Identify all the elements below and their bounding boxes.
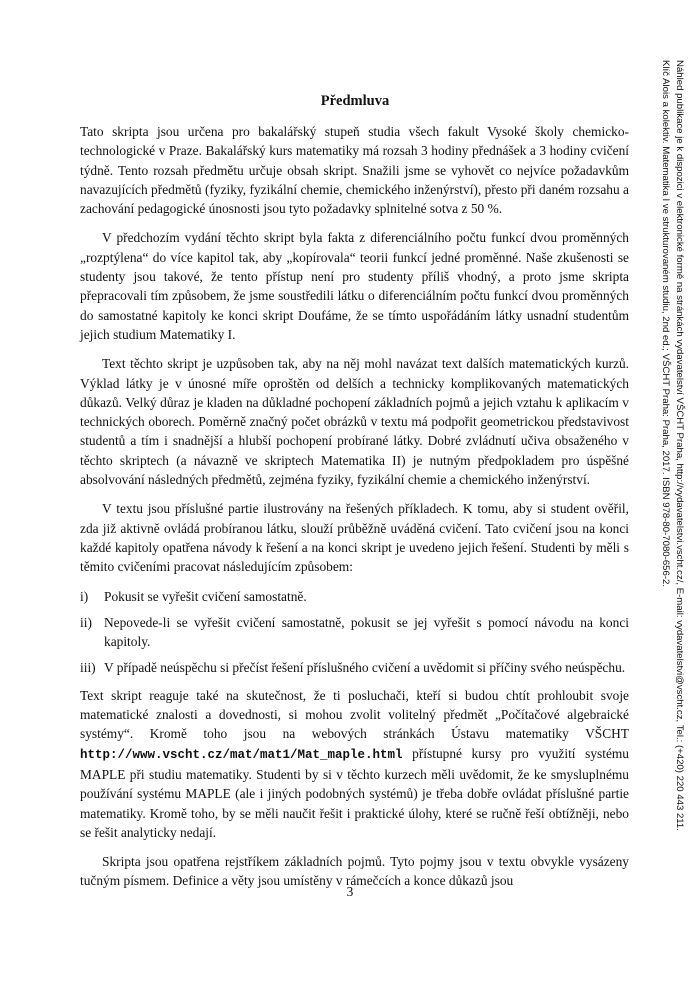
paragraph-text: Text skript reaguje také na skutečnost, že ti posluchači, kteří si budou chtít prohloubit svoje matematické znalosti a dovednosti, si mohou zvolit volitelný předmět „Počítačové algebraické systémy“. Kromě toho jsou na webových stránkách Ústavu matematiky VŠCHT	[80, 687, 629, 742]
list-item-number: ii)	[80, 614, 92, 630]
document-body	[80, 122, 629, 901]
side-notice	[642, 60, 688, 940]
paragraph: Tato skripta jsou určena pro bakalářský stupeň studia všech fakult Vysoké školy chemicko-technologické v Praze. Bakalářský kurs matematiky má rozsah 3 hodiny přednášek a 3 hodiny cvičení týdně. Tento rozsah předmětu určuje obsah skript. Snažili jsme se vyhovět co nejvíce požadavkům navazujících předmětů (fyziky, fyzikální chemie, chemického inženýrství), přesto při daném rozsahu a zachování pedagogické únosnosti jsou tyto požadavky splnitelné sotva z 50 %.	[80, 124, 629, 217]
list-item	[80, 587, 629, 606]
paragraph	[80, 686, 629, 842]
side-notice-line: Náhled publikace je k dispozici v elektronické formě na stránkách vydavatelství VŠCHT Praha, http://vydavatelstvi.vscht.cz/, E-mail: vydavatelstvi@vscht.cz, Tel.: (+420) 220 443 211.	[674, 60, 685, 831]
paragraph: Text těchto skript je uzpůsoben tak, aby na něj mohl navázat text dalších matematických kurzů. Výklad látky je v únosné míře oproštěn od delších a technicky komplikovaných matematických důkazů. Velký důraz je kladen na důkladné pochopení základních pojmů a jejich vztahu k aplikacím v technických oborech. Poměrně značný počet obrázků v textu má podpořit geometrickou představivost studentů a tím i snadnější a hlubší pochopení probírané látky. Dobré zvládnutí učiva obsaženého v těchto skriptech (a návazně ve skriptech Matematika II) je nutným předpokladem pro úspěšné absolvování následných předmětů, zejména fyziky, fyzikální chemie a chemického inženýrství.	[80, 356, 629, 488]
list-item-number: i)	[80, 588, 89, 604]
instruction-list	[80, 587, 629, 678]
list-item-text: Pokusit se vyřešit cvičení samostatně.	[104, 588, 307, 604]
list-item	[80, 658, 629, 677]
side-notice-text	[658, 60, 686, 940]
paragraph: V textu jsou příslušné partie ilustrovány na řešených příkladech. K tomu, aby si student ověřil, zda již aktivně ovládá probíranou látku, slouží průběžně uváděná cvičení. Tato cvičení jsou na konci každé kapitoly opatřena návody k řešení a na konci skript je uvedeno jejich řešení. Studenti by měli s těmito cvičeními pracovat následujícím způsobem:	[80, 501, 629, 575]
list-item-number: iii)	[80, 660, 96, 676]
list-item-text: Nepovede-li se vyřešit cvičení samostatně, pokusit se jej vyřešit s pomocí návodu na konci kapitoly.	[104, 614, 629, 650]
list-item-text: V případě neúspěchu si přečíst řešení příslušného cvičení a uvědomit si příčiny svého neúspěchu.	[104, 660, 626, 676]
paragraph: Skripta jsou opatřena rejstříkem základních pojmů. Tyto pojmy jsou v textu obvykle vysázeny tučným písmem. Definice a věty jsou umístěny v rámečcích a konce důkazů jsou	[80, 854, 629, 889]
paragraph: V předchozím vydání těchto skript byla fakta z diferenciálního počtu funkcí dvou proměnných „rozptýlena“ do více kapitol tak, aby „kopírovala“ teorii funkcí jedné proměnné. Naše zkušenosti se studenty jsou takové, že tento přístup není pro studenty příliš vhodný, a proto jsme skripta přepracovali tím způsobem, že jsme soustředili látku o diferenciálním počtu funkcí dvou proměnných do samostatné kapitoly ke konci skript Doufáme, že se tímto uspořádáním látky usnadní studentům jejich studium Matematiky I.	[80, 230, 629, 342]
web-link[interactable]: http://www.vscht.cz/mat/mat1/Mat_maple.html	[80, 747, 403, 762]
list-item	[80, 613, 629, 652]
paragraph-text: přístupné kursy pro využití systému MAPLE při studiu matematiky. Studenti by si v těchto kurzech měli uvědomit, že ke smysluplnému používání systému MAPLE (ale i jiných podobných systémů) je třeba dobře ovládat příslušné partie matematiky. Kromě toho, by se měli naučit řešit i praktické úlohy, které se ručně řeší obtížněji, nebo se řešit analyticky nedají.	[80, 745, 629, 840]
page-title: Předmluva	[320, 93, 390, 109]
page-number: 3	[346, 884, 354, 899]
side-notice-line: Klíč Alois a kolektiv. Matematika I ve strukturovaném studiu, 2nd ed.; VŠCHT Praha: Praha, 2017. ISBN 978-80-7080-656-2.	[660, 60, 671, 588]
